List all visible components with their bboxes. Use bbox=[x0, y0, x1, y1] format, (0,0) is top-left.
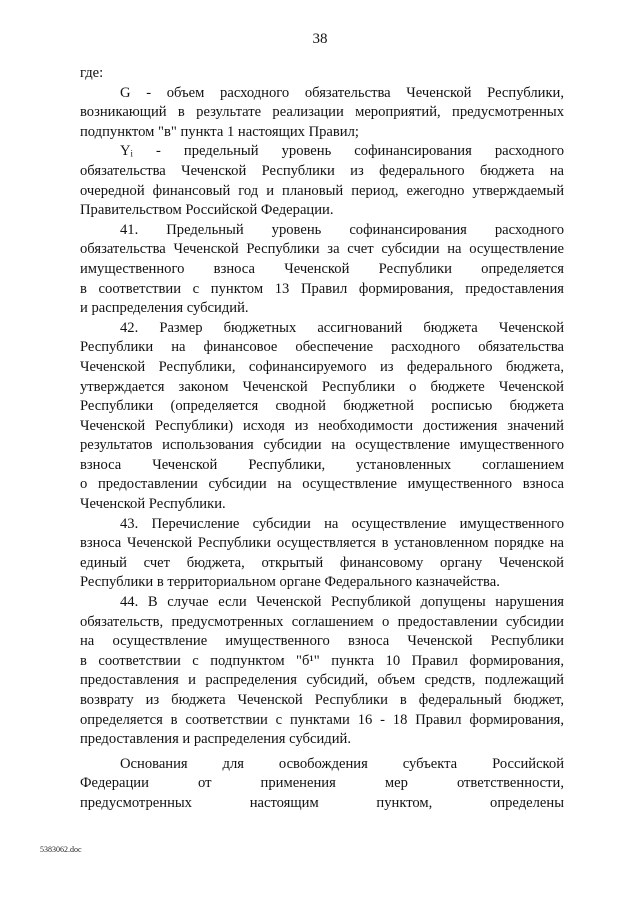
paragraph bbox=[80, 755, 564, 814]
text-line: утверждается законом Чеченской Республики о бюджете Чеченской bbox=[80, 378, 564, 395]
file-id: 5383062.doc bbox=[40, 845, 82, 854]
text-line: о предоставлении субсидии на осуществление имущественного взноса bbox=[80, 476, 564, 493]
text-line: в соответствии с подпунктом "б¹" пункта 10 Правил формирования, bbox=[80, 652, 564, 669]
text-line: определяется в соответствии с пунктами 16 - 18 Правил формирования, bbox=[80, 711, 564, 728]
text-line: единый счет бюджета, открытый финансовому органу Чеченской bbox=[80, 554, 564, 571]
paragraph bbox=[80, 142, 564, 220]
text-line: на осуществление имущественного взноса Чеченской Республики bbox=[80, 633, 564, 650]
page-number: 38 bbox=[312, 31, 328, 47]
text-line: очередной финансовый год и плановый период, ежегодно утверждаемый bbox=[80, 182, 564, 199]
text-line: Чеченской Республики, софинансируемого из федерального бюджета, bbox=[80, 358, 564, 375]
text-line: Правительством Российской Федерации. bbox=[80, 202, 334, 219]
text-line: G - объем расходного обязательства Чеченской Республики, bbox=[120, 84, 564, 101]
paragraph bbox=[80, 515, 564, 593]
text-line: подпунктом "в" пункта 1 настоящих Правил; bbox=[80, 123, 359, 140]
text-line: предусмотренных настоящим пунктом, определены bbox=[80, 794, 564, 811]
document-body bbox=[80, 64, 564, 814]
text-line: предоставления и распределения субсидий. bbox=[80, 731, 351, 748]
text-line: где: bbox=[80, 65, 104, 81]
text-line: Республики в территориальном органе Федерального казначейства. bbox=[80, 574, 500, 591]
text-line: возникающий в результате реализации мероприятий, предусмотренных bbox=[80, 104, 564, 121]
text-line: 41. Предельный уровень софинансирования расходного bbox=[120, 221, 564, 238]
text-line: в соответствии с пунктом 13 Правил формирования, предоставления bbox=[80, 280, 564, 297]
text-line: взноса Чеченской Республики, установленных соглашением bbox=[80, 456, 564, 473]
text-line: возврату из бюджета Чеченской Республики в федеральный бюджет, bbox=[80, 692, 564, 708]
text-line: Чеченской Республики. bbox=[80, 496, 226, 513]
text-line: обязательств, предусмотренных соглашением о предоставлении субсидии bbox=[80, 613, 564, 630]
text-line: Основания для освобождения субъекта Российской bbox=[120, 755, 564, 772]
paragraph bbox=[80, 221, 564, 319]
text-line: 42. Размер бюджетных ассигнований бюджета Чеченской bbox=[120, 319, 564, 336]
text-line: Федерации от применения мер ответственности, bbox=[80, 775, 564, 792]
text-line: 43. Перечисление субсидии на осуществление имущественного bbox=[120, 515, 564, 532]
text-line: имущественного взноса Чеченской Республики определяется bbox=[80, 260, 564, 277]
paragraph bbox=[80, 84, 564, 143]
text-line: результатов использования субсидии на осуществление имущественного bbox=[80, 437, 564, 454]
paragraph bbox=[80, 319, 564, 515]
text-line: и распределения субсидий. bbox=[80, 300, 249, 317]
text-line: Yᵢ - предельный уровень софинансирования расходного bbox=[120, 143, 564, 160]
text-line: взноса Чеченской Республики осуществляется в установленном порядке на bbox=[80, 535, 564, 552]
text-line: 44. В случае если Чеченской Республикой допущены нарушения bbox=[120, 594, 564, 611]
text-line: Республики на финансовое обеспечение расходного обязательства bbox=[80, 339, 564, 356]
paragraph bbox=[80, 64, 564, 84]
text-line: предоставления и распределения субсидий, объем средств, подлежащий bbox=[80, 672, 564, 689]
text-line: Чеченской Республики) исходя из необходимости достижения значений bbox=[80, 417, 564, 434]
paragraph bbox=[80, 593, 564, 750]
text-line: обязательства Чеченской Республики за счет субсидии на осуществление bbox=[80, 241, 564, 258]
text-line: Республики (определяется сводной бюджетной росписью бюджета bbox=[80, 398, 564, 415]
text-line: обязательства Чеченской Республики из федерального бюджета на bbox=[80, 162, 564, 179]
